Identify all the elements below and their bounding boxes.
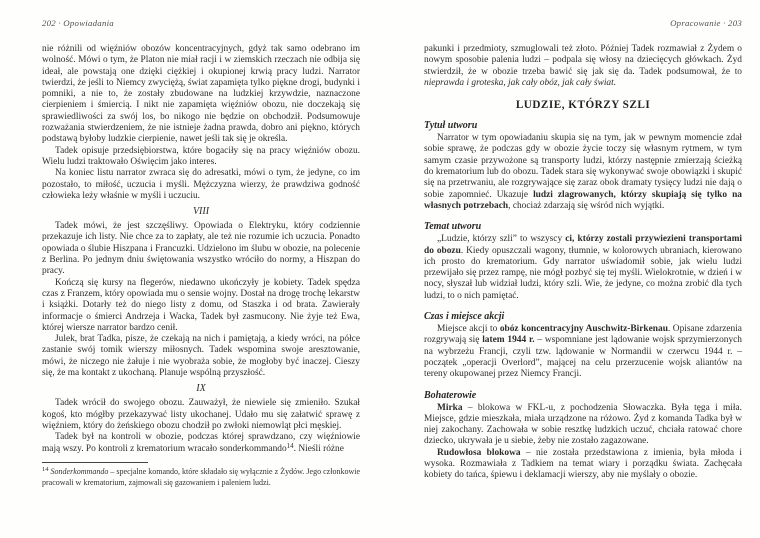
text-run: . Opisane zdarzenia rozgrywają się — [424, 324, 742, 346]
text-run: Sonderkommando — [50, 466, 109, 476]
paragraph — [42, 168, 360, 202]
text-run: – wspomniane jest lądowanie wojsk sprzymierzonych na wybrzeżu Francji, czyli tzw. lądowanie w Normandii w czerwcu 1944 r. – początek „operacji Overlord”, mającej na celu przerzucenie wojsk aliantów na tereny okupowanej przez Niemcy Francji. — [424, 335, 742, 380]
text-run: ludzi zlagrowanych, którzy skupiają się tylko na własnych potrzebach — [424, 189, 742, 211]
paragraph — [424, 234, 742, 302]
section-number-heading: VIII — [192, 206, 210, 218]
subsection-heading: Czas i miejsce akcji — [424, 311, 505, 323]
text-run: latem 1944 r. — [482, 335, 535, 346]
text-run: – nie została przedstawiona z imienia, była młoda i wysoka. Rozmawiała z Tadkiem na temat wiary i porządku świata. Zachęcała kobiety do tańca, śpiewu i deklamacji wierszy, aby nie myślały o obozie. — [424, 447, 742, 481]
paragraph — [42, 146, 360, 169]
running-header-right: Opracowanie · 203 — [670, 18, 742, 28]
page-body — [424, 44, 742, 482]
text-run: pakunki i przedmioty, szmuglowali też złoto. Później Tadek rozmawiał z Żydem o nowym sposobie palenia ludzi – podpala się włosy na dziecięcych główkach. Żyd stwierdził, że w obozie trzeba bawić się jak się da. Tadek podsumował, że to — [424, 44, 742, 77]
text-run: ci, którzy zostali przywiezieni transportami do obozu — [424, 234, 742, 256]
text-run: 14 — [42, 466, 49, 474]
text-run: obóz koncentracyjny Auschwitz-Birkenau — [499, 324, 668, 335]
paragraph — [42, 221, 360, 277]
text-run: „Ludzie, którzy szli” to wszyscy — [437, 234, 566, 245]
paragraph — [424, 403, 742, 448]
section-number-heading: IX — [196, 383, 206, 395]
text-run: – specjalne komando, które składało się wyłącznie z Żydów. Jego członkowie pracowali w krematorium, zajmowali się gazowaniem i paleniem ludzi. — [42, 466, 360, 487]
text-run: , chociaż zdarzają się wśród nich wyjątki. — [508, 200, 665, 211]
paragraph — [42, 44, 360, 146]
text-run: nie różnili od więźniów obozów koncentracyjnych, gdyż tak samo odebrano im wolność. Mówi o tym, że Platon nie miał racji i w ziemskich rzeczach nie odbija się ideał, ale powstają one dzięki ciężkiej i okupionej krwią pracy ludzi. Narrator twierdzi, że jeśli to Niemcy zwyciężą, świat zapamięta tylko piękne drogi, budynki i pomniki, a nie to, że zostały zbudowane na ludzkiej krzywdzie, naznaczone cierpieniem i śmiercią. I nikt nie zapamięta więźniów obozu, nie doczekają się sprawiedliwości za swój los, bo nikogo nie będzie on obchodził. Podsumowuje rozważania stwierdzeniem, że nie istnieje żadna prawda, dobro ani piękno, których podstawą byłoby ludzkie cierpienie, nawet jeśli tak się je określa. — [42, 44, 360, 145]
paragraph — [42, 278, 360, 334]
page-right — [424, 0, 742, 538]
text-run: Tadek opisuje przedsiębiorstwa, które bogaciły się na pracy więźniów obozu. Wielu ludzi traktowało Oświęcim jako interes. — [42, 145, 360, 167]
text-run: Tadek wrócił do swojego obozu. Zauważył, że niewiele się zmieniło. Szukał kogoś, kto mógłby przekazywać listy ukochanej. Udało mu się załatwić sprawę z więźniem, który do żeńskiego obozu chodził po zwłoki niemowląt płci męskiej. — [42, 398, 360, 431]
page-left — [42, 0, 360, 538]
subsection-heading: Tytuł utworu — [424, 120, 478, 132]
text-run: Miejsce akcji to — [437, 324, 500, 335]
paragraph — [42, 432, 360, 455]
paragraph — [424, 44, 742, 89]
paragraph — [424, 133, 742, 212]
text-run: . Kiedy opuszczali wagony, tłumnie, w kolorowych ubraniach, kierowano ich prosto do krematorium. Gdy narrator uświadomił sobie, jak wielu ludzi przewijało się przez rampę, nie mógł pozbyć się tej myśli. Wielokrotnie, w dzień i w nocy, słyszał lub widział ludzi, który szli. Wie, że jedyne, co można zrobić dla tych ludzi, to o nich pamiętać. — [424, 245, 742, 301]
paragraph — [42, 334, 360, 379]
text-run: Kończą się kursy na flegerów, niedawno ukończyły je kobiety. Tadek spędza czas z Franzem, który opowiada mu o sensie wojny. Dostał na drogę trochę lekarstw i książki. Dotarły też do niego listy z domu, od Staszka i od brata. Zawierały informacje o śmierci Andrzeja i Wacka, Tadek był zasmucony. Nie żyje też Ewa, której wiersze narrator bardzo cenił. — [42, 277, 360, 333]
footnote — [42, 467, 360, 488]
paragraph — [424, 448, 742, 482]
running-header-left: 202 · Opowiadania — [42, 18, 114, 28]
text-run: nieprawda i groteska, jak cały obóz, jak cały świat. — [424, 77, 617, 88]
subsection-heading: Bohaterowie — [424, 389, 477, 401]
footnote-separator — [42, 462, 148, 463]
text-run: Julek, brat Tadka, pisze, że czekają na nich i pamiętają, a kiedy wróci, na półce zastanie swój tomik wierszy miłosnych. Tadek wspomina swoje aresztowanie, mówi, że niczego nie żałuje i nie wyobraża sobie, że mogłoby być inaczej. Cieszy się, że ma kontakt z ukochaną. Planuje wspólną przyszłość. — [42, 334, 360, 379]
text-run: – blokowa w FKL-u, z pochodzenia Słowaczka. Była tęga i miła. Miejsce, gdzie mieszkała, miała urządzone na różowo. Żyd z komanda Tadka był w niej zakochany. Zachowała w sobie resztkę ludzkich uczuć, chciała ratować chore dziecko, ukrywała je u siebie, żeby nie zostało zagazowane. — [424, 402, 742, 447]
page-body — [42, 44, 360, 488]
text-run: Tadek był na kontroli w obozie, podczas której sprawdzano, czy więźniowie mają wszy. Po kontroli z krematorium wracało sonderkommando — [42, 432, 360, 454]
story-title-heading: LUDZIE, KTÓRZY SZLI — [515, 99, 651, 112]
paragraph — [42, 398, 360, 432]
subsection-heading: Temat utworu — [424, 221, 482, 233]
text-run: Rudowłosa blokowa — [437, 447, 521, 458]
text-run: Mirka — [437, 402, 463, 413]
text-run: Na koniec listu narrator zwraca się do adresatki, mówi o tym, że jedyne, co im pozostało, to miłość, uczucia i myśli. Mężczyzna wierzy, że prawdziwa godność człowieka leży właśnie w myśli i uczuciu. — [42, 168, 360, 201]
paragraph — [424, 324, 742, 380]
text-run: . Nieśli różne — [293, 443, 344, 454]
text-run: Tadek mówi, że jest szczęśliwy. Opowiada o Elektryku, który codziennie przekazuje ich listy. Nie chce za to zapłaty, ale też nie rozumie ich uczucia. Ponadto opowiada o ślubie Hiszpana i Francuzki. Udzielono im ślubu w obozie, na polecenie z Berlina. Po jednym dniu świętowania wszystko wróciło do normy, a Hiszpan do pracy. — [42, 221, 360, 277]
text-run: 14 — [286, 441, 294, 450]
text-run: Narrator w tym opowiadaniu skupia się na tym, jak w pewnym momencie zdał sobie sprawę, że podczas gdy w obozie życie toczy się własnym rytmem, w tym samym czasie przywożone są transporty ludzi, którzy następnie zmierzają ścieżką do krematorium lub do obozu. Tadek stara się wykonywać swoje obowiązki i skupić się na przetrwaniu, ale rozgrywające się zaraz obok dramaty tysięcy ludzi nie dają o sobie zapomnieć. Ukazuje — [424, 133, 742, 200]
